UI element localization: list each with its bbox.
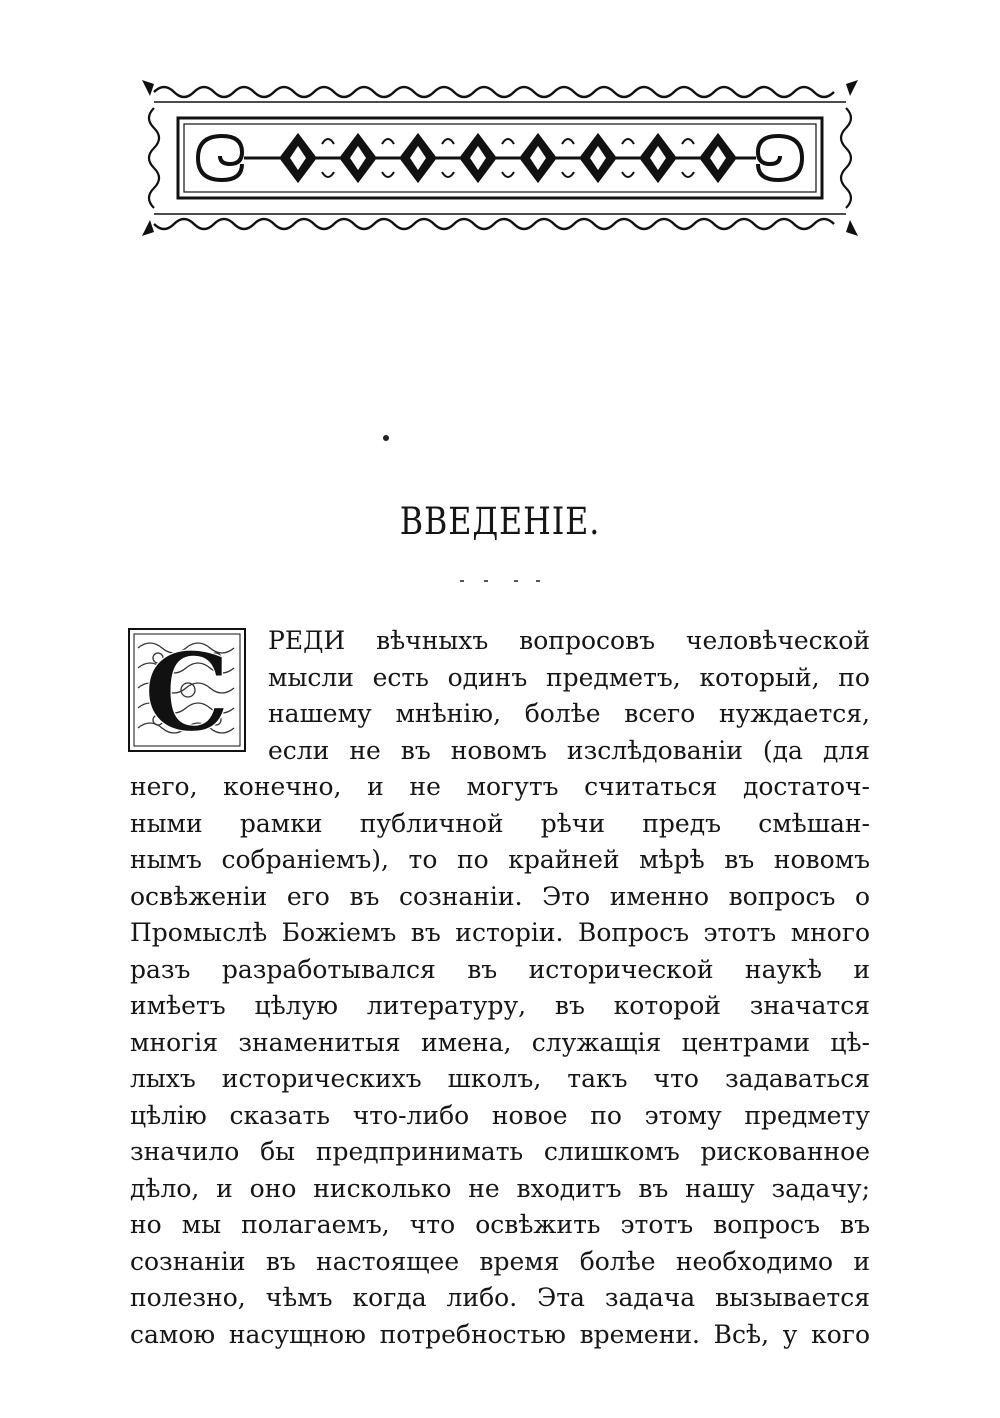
- text-line: него, конечно, и не могутъ считаться достаточ-: [130, 772, 870, 801]
- text-line: Промыслѣ Божіемъ въ исторіи. Вопросъ этотъ много: [130, 918, 870, 947]
- text-line: мысли есть одинъ предметъ, который, по: [268, 662, 870, 692]
- body-text: [130, 623, 870, 1353]
- text-line: разъ разработывался въ исторической наукѣ и: [130, 954, 870, 984]
- text-line: имѣетъ цѣлую литературу, въ которой значатся: [130, 991, 870, 1020]
- text-line: ными рамки публичной рѣчи предъ смѣшан-: [130, 808, 870, 838]
- text-line: полезно, чѣмъ когда либо. Эта задача вызывается: [130, 1283, 870, 1312]
- text-line: самою насущною потребностью времени. Всѣ, у кого: [130, 1319, 870, 1349]
- text-line: многія знаменитыя имена, служащія центрами цѣ-: [130, 1027, 870, 1057]
- chapter-title: ВВЕДЕНІЕ.: [399, 500, 601, 543]
- leaf-motif-row: [198, 134, 802, 182]
- top-scroll-band: [154, 87, 846, 102]
- drop-cap-letter: С: [144, 630, 230, 752]
- text-line: если не въ новомъ изслѣдованіи (да для: [268, 735, 870, 765]
- text-line: дѣло, и оно нисколько не входитъ въ нашу задачу;: [130, 1173, 870, 1203]
- ornamental-headpiece: [140, 78, 860, 238]
- stray-ink-dot: [383, 435, 389, 441]
- title-separator: [460, 580, 540, 584]
- text-line: освѣженіи его въ сознаніи. Это именно вопросъ о: [130, 881, 870, 911]
- text-line: нымъ собраніемъ), то по крайней мѣрѣ въ новомъ: [130, 845, 870, 874]
- text-line: значило бы предпринимать слишкомъ рискованное: [130, 1137, 870, 1166]
- text-line: РЕДИ вѣчныхъ вопросовъ человѣческой: [268, 626, 870, 655]
- text-line: нашему мнѣнію, болѣе всего нуждается,: [268, 699, 870, 728]
- bottom-scroll-band: [154, 214, 846, 229]
- text-line: но мы полагаемъ, что освѣжить этотъ вопросъ въ: [130, 1210, 870, 1239]
- text-line: лыхъ историческихъ школъ, такъ что задаваться: [130, 1064, 870, 1093]
- text-line: сознаніи въ настоящее время болѣе необходимо и: [130, 1246, 870, 1276]
- text-line: цѣлію сказать что-либо новое по этому предмету: [130, 1100, 870, 1130]
